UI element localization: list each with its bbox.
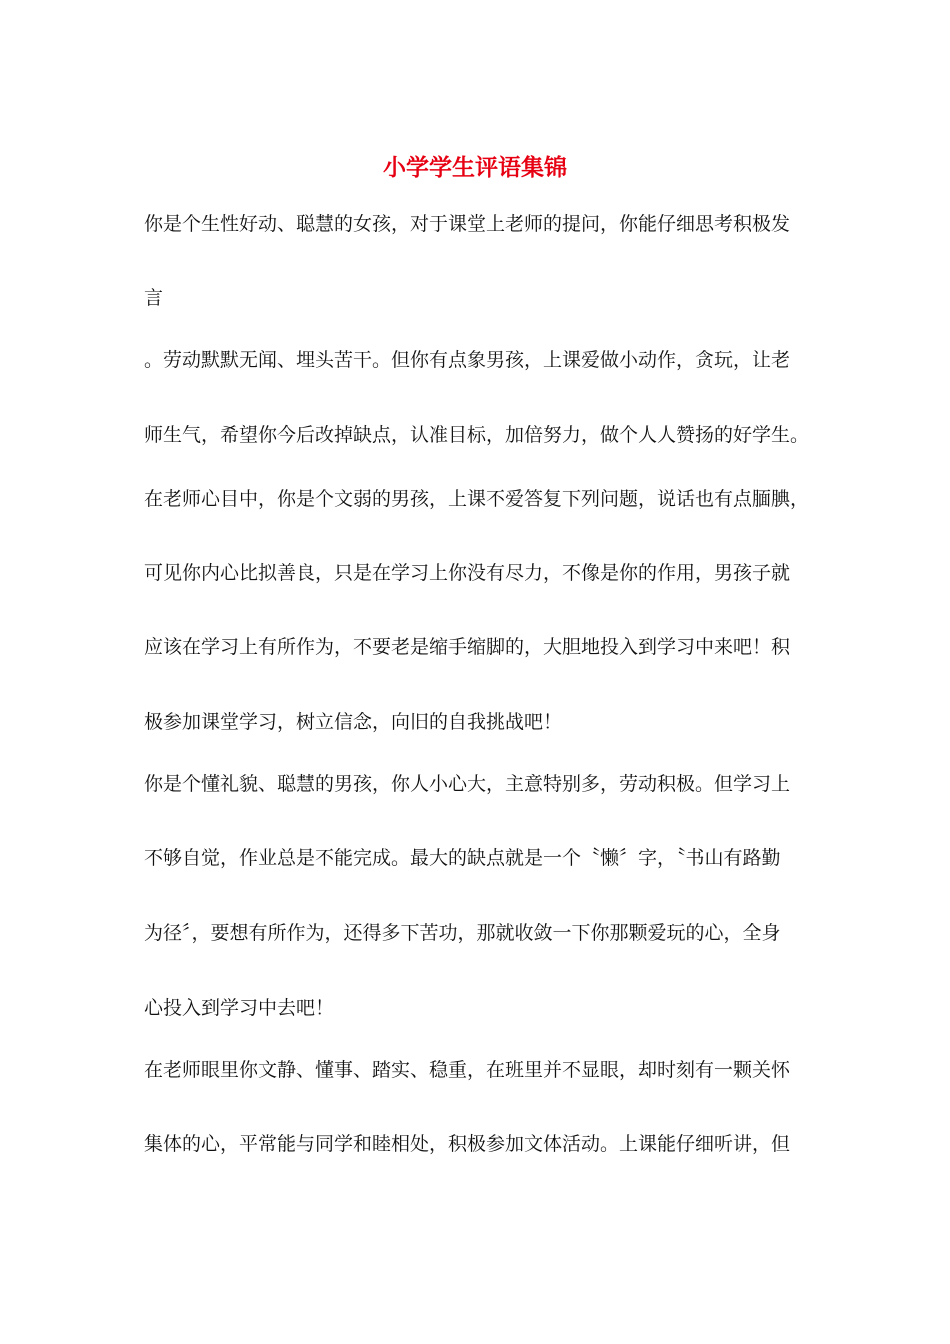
text-line: 心投入到学习中去吧！: [144, 997, 335, 1019]
text-line: 可见你内心比拟善良，只是在学习上你没有尽力，不像是你的作用，男孩子就: [144, 562, 791, 584]
text-line: 言: [144, 287, 164, 309]
text-line: 极参加课堂学习，树立信念，向旧的自我挑战吧！: [144, 711, 563, 733]
text-line: 你是个生性好动、聪慧的女孩，对于课堂上老师的提问，你能仔细思考积极发: [144, 213, 791, 235]
text-line: 在老师心目中，你是个文弱的男孩，上课不爱答复下列问题，说话也有点腼腆，: [144, 488, 810, 510]
text-line: 应该在学习上有所作为，不要老是缩手缩脚的，大胆地投入到学习中来吧！积: [144, 636, 791, 658]
text-line: 不够自觉，作业总是不能完成。最大的缺点就是一个〝懒〞字，〝书山有路勤: [144, 847, 781, 869]
text-line: 集体的心，平常能与同学和睦相处，积极参加文体活动。上课能仔细听讲，但: [144, 1133, 791, 1155]
document-title: 小学学生评语集锦: [383, 154, 567, 181]
text-line: 在老师眼里你文静、懂事、踏实、稳重，在班里并不显眼，却时刻有一颗关怀: [144, 1059, 791, 1081]
text-line: 为径〞，要想有所作为，还得多下苦功，那就收敛一下你那颗爱玩的心，全身: [144, 922, 781, 944]
text-line: 你是个懂礼貌、聪慧的男孩，你人小心大，主意特别多，劳动积极。但学习上: [144, 773, 791, 795]
text-line: 师生气，希望你今后改掉缺点，认准目标，加倍努力，做个人人赞扬的好学生。: [144, 424, 810, 446]
text-line: 。劳动默默无闻、埋头苦干。但你有点象男孩，上课爱做小动作，贪玩，让老: [144, 349, 791, 371]
